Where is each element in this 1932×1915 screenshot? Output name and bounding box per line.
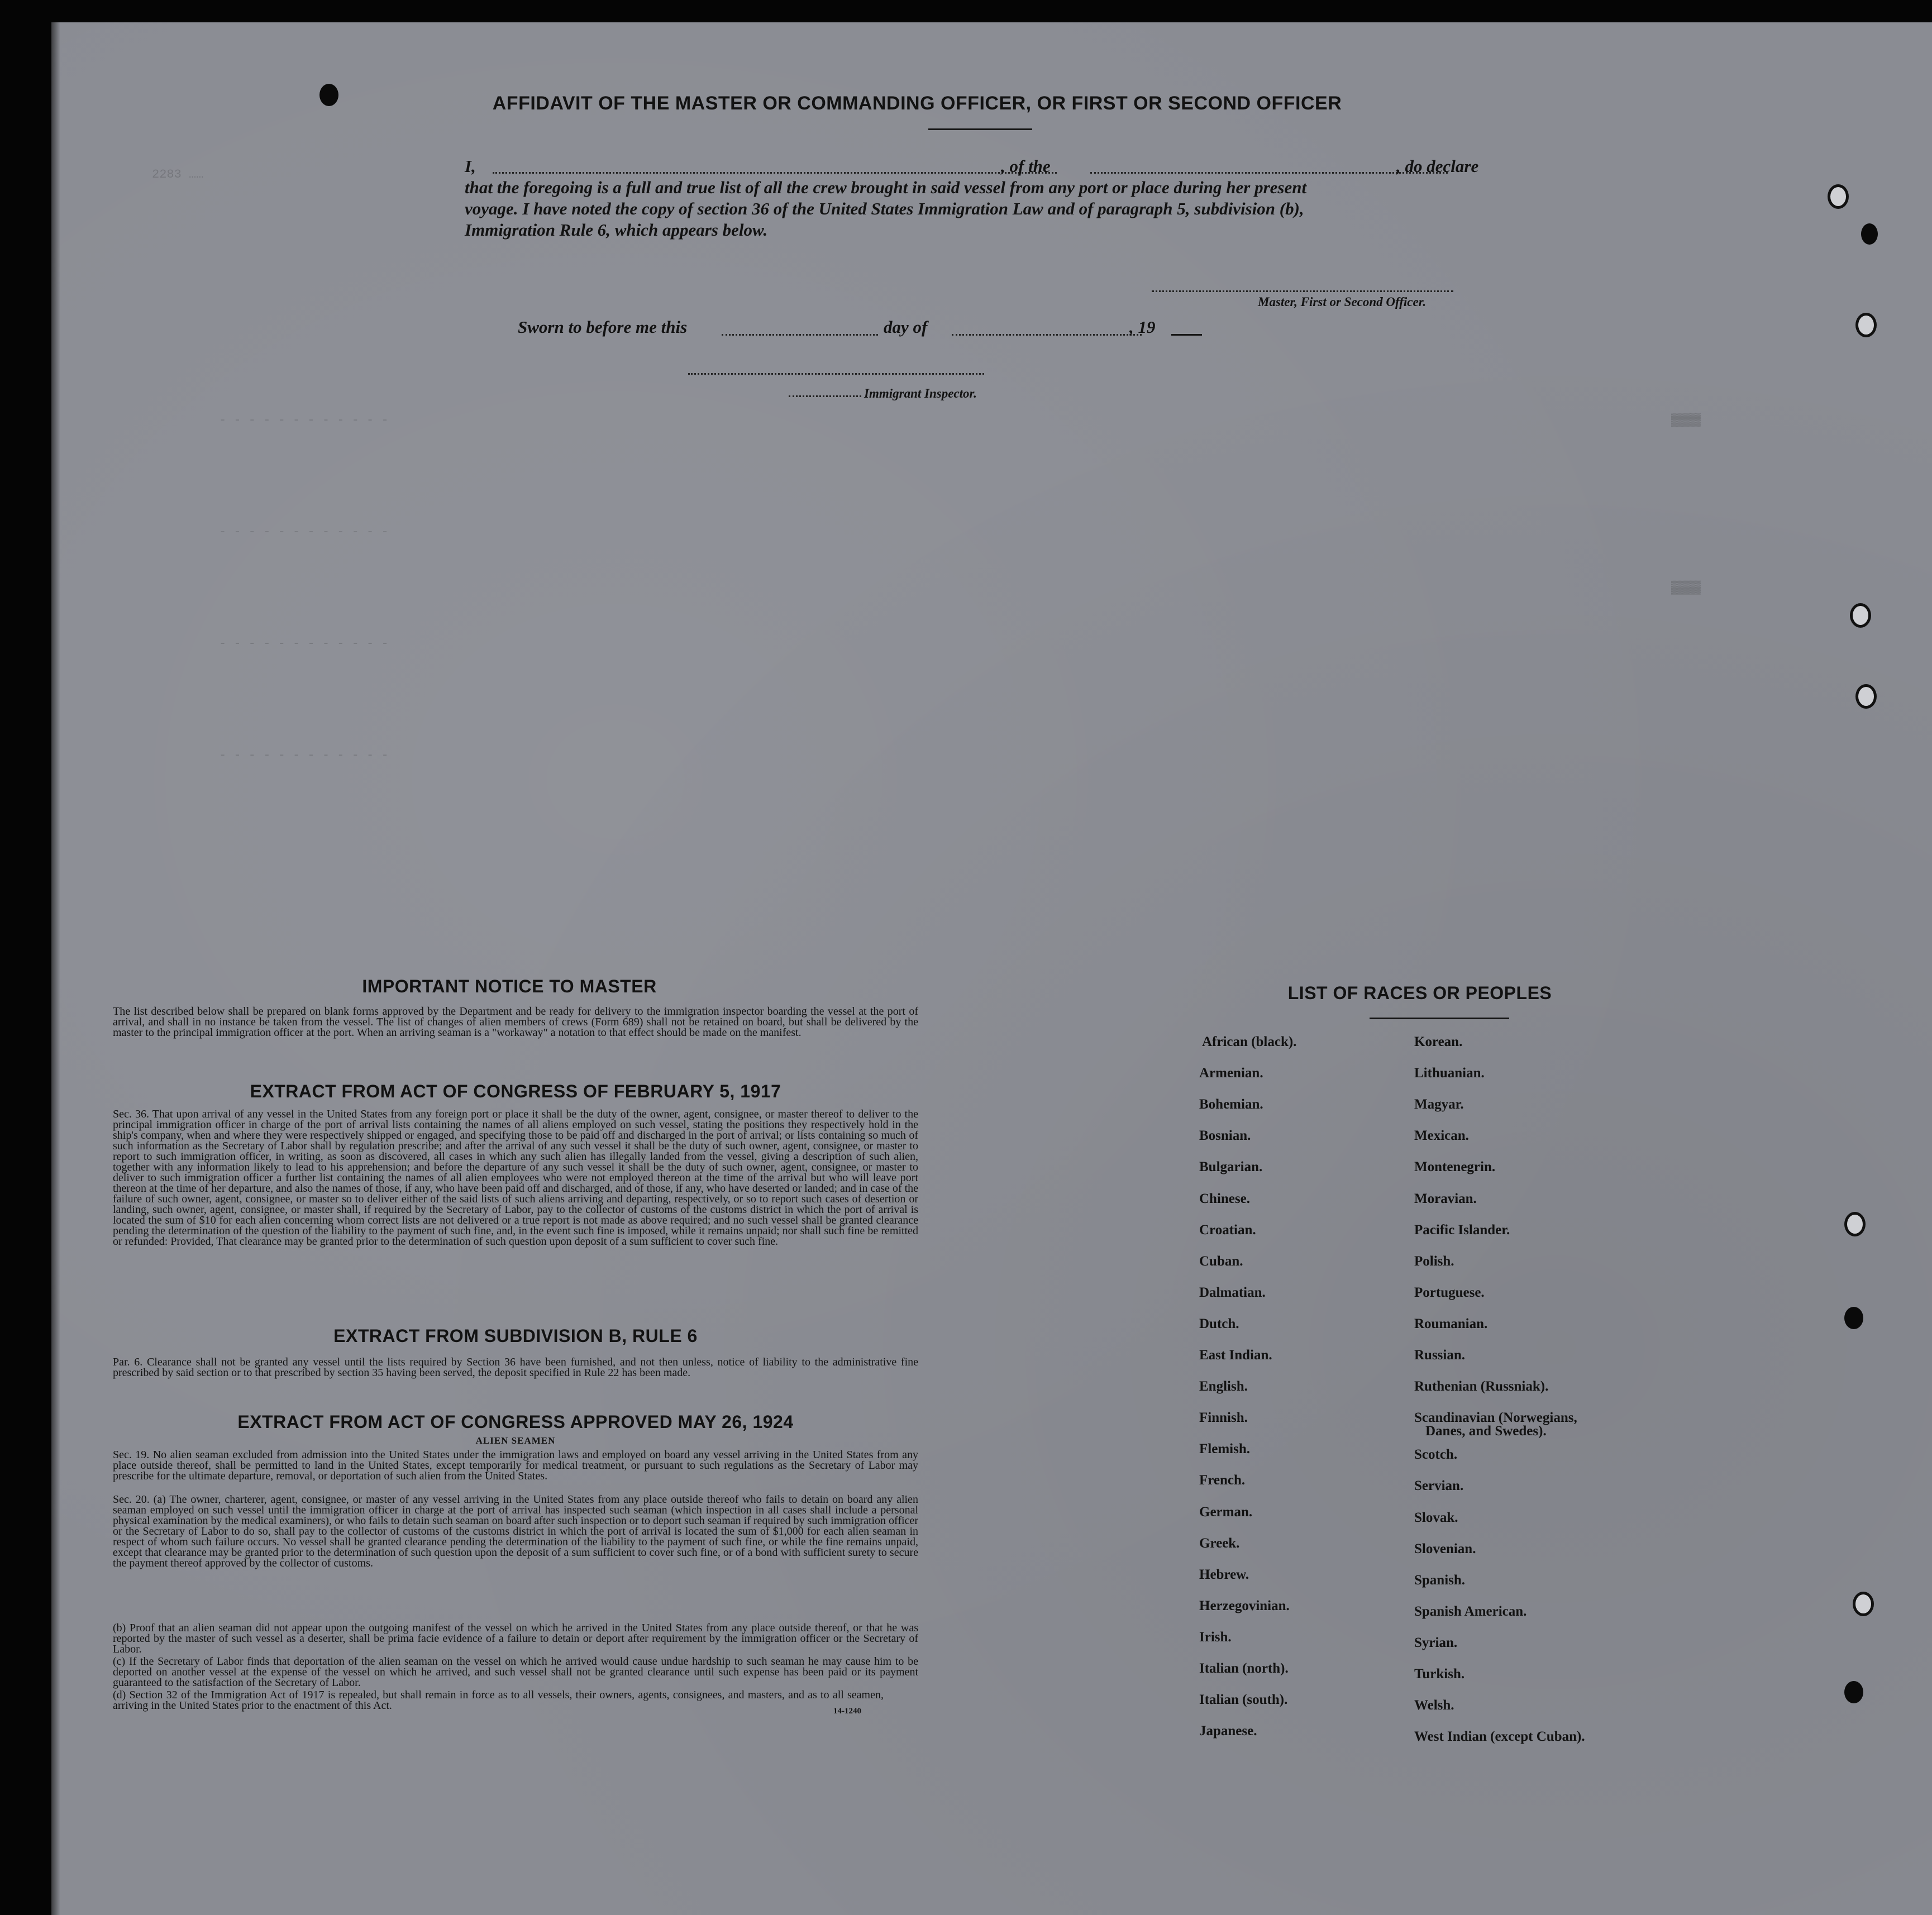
extract-1924-sec20b: (b) Proof that an alien seaman did not appear upon the outgoing manifest of the vessel on which he arrived in the United States from any place outside thereof, or that he was reported by the master of such vessel as a deserter, shall be prima facie evidence of a failure to detain or deport after requirement by the immigration officer or the Secretary of Labor. (113, 1622, 918, 1655)
bleed-through-text: - - - - - - - - - - - - (219, 637, 389, 651)
race-item: Danes, and Swedes). (1425, 1424, 1547, 1439)
extract-1924-sec20c: (c) If the Secretary of Labor finds that deportation of the alien seaman on the vessel on which he arrived would cause undue hardship to such seaman he may cause him to be deported on another vessel at the expense of the vessel on which he arrived, and such vessel shall not be granted clearance until such expense has been paid or its payment guaranteed to the satisfaction of the Secretary of Labor. (113, 1655, 918, 1689)
bleed-through-text: ▓▓▓▓ (1671, 581, 1701, 595)
binder-hole (1853, 1592, 1874, 1616)
race-item: Cuban. (1199, 1254, 1243, 1269)
race-item: Armenian. (1199, 1066, 1263, 1081)
races-title: LIST OF RACES OR PEOPLES (1287, 983, 1552, 1003)
bleed-through-text: - - - - - - - - - - - - (219, 413, 389, 427)
race-item: Flemish. (1199, 1441, 1250, 1456)
race-item: Russian. (1414, 1348, 1466, 1363)
binder-hole (1844, 1212, 1866, 1236)
race-item: English. (1199, 1379, 1248, 1394)
name-blank[interactable] (493, 172, 1057, 174)
race-item: Moravian. (1414, 1191, 1477, 1206)
race-item: Irish. (1199, 1630, 1232, 1645)
inspector-signature-line[interactable] (688, 373, 984, 375)
affidavit-line-4: Immigration Rule 6, which appears below. (465, 220, 768, 240)
race-item: Spanish American. (1414, 1604, 1527, 1619)
binder-hole (1844, 1307, 1863, 1329)
race-item: Slovenian. (1414, 1541, 1476, 1556)
extract-1924-sec20d: (d) Section 32 of the Immigration Act of 1917 is repealed, but shall remain in force as to all vessels, their owners, agents, consignees, and masters, and as to all seamen, arriving in the United States prior to the enactment of this Act. (113, 1689, 884, 1712)
race-item: East Indian. (1199, 1348, 1272, 1363)
affidavit-title: AFFIDAVIT OF THE MASTER OR COMMANDING OFFICER, OR FIRST OR SECOND OFFICER (492, 93, 1342, 114)
sworn-year-blank[interactable] (1171, 334, 1202, 336)
notice-text: The list described below shall be prepared on blank forms approved by the Department and be ready for delivery to the immigration inspector boarding the vessel at the port of arrival, and shall in no instance be taken from the vessel. The list of changes of alien members of crews (Form 689) shall not be retained on board, but shall be delivered by the master to the principal immigration officer at the port. When an arriving seaman is a "workaway" a notation to that effect should be made on the manifest. (113, 1005, 918, 1039)
race-item: Korean. (1414, 1034, 1463, 1049)
extract-1924-subtitle: ALIEN SEAMEN (475, 1435, 556, 1446)
sworn-day-of: day of (884, 317, 928, 337)
race-item: Slovak. (1414, 1510, 1458, 1525)
extract-1917-title: EXTRACT FROM ACT OF CONGRESS OF FEBRUARY 5, 1917 (250, 1081, 781, 1101)
sworn-day-blank[interactable] (722, 334, 878, 336)
page-edge-shadow (51, 22, 60, 1915)
notice-title: IMPORTANT NOTICE TO MASTER (362, 976, 657, 996)
race-item: Montenegrin. (1414, 1159, 1496, 1174)
race-item: Hebrew. (1199, 1567, 1249, 1582)
race-item: Spanish. (1414, 1573, 1466, 1588)
manifest-sheet (51, 22, 1932, 1915)
extract-1924-title: EXTRACT FROM ACT OF CONGRESS APPROVED MAY 26, 1924 (237, 1412, 794, 1432)
form-number: 14-1240 (833, 1707, 861, 1716)
vessel-blank[interactable] (1090, 172, 1448, 174)
race-item: Croatian. (1199, 1222, 1256, 1238)
extract-rule6-text: Par. 6. Clearance shall not be granted any vessel until the lists required by Section 36 have been furnished, and not then unless, notice of liability to the administrative fine prescribed by said section or to that prescribed by section 35 having been served, the deposit specified in Rule 22 has been made. (113, 1356, 918, 1379)
race-item: Japanese. (1199, 1723, 1257, 1739)
officer-signature-label: Master, First or Second Officer. (1258, 295, 1427, 309)
extract-1917-text: Sec. 36. That upon arrival of any vessel in the United States from any foreign port or place it shall be the duty of the owner, agent, consignee, or master thereof to deliver to the principal immigration officer in charge of the port of arrival lists containing the names of all aliens employed on such vessel, stating the positions they respectively hold in the ship's company, when and where they were respectively shipped or engaged, and specifying those to be paid off and discharged in the port of arrival; or lists containing so much of such information as the Secretary of Labor shall by regulation prescribe; and after the arrival of any such vessel it shall be the duty of such owner, agent, consignee, or master to report to such immigration officer, in writing, as soon as discovered, all cases in which any such alien has illegally landed from the vessel, giving a description of such alien, together with any information likely to lead to his apprehension; and before the departure of any such vessel it shall be the duty of such owner, agent, consignee, or master to deliver to such immigration officer a further list containing the names of all alien employees who were not employed thereon at the time of the arrival but who will leave port thereon at the time of her departure, and also the names of those, if any, who have been paid off and discharged, and of those, if any, who have deserted or landed; and in case of the failure of such owner, agent, consignee, or master so to deliver either of the said lists of such aliens arriving and departing, respectively, or so to report such cases of desertion or landing, such owner, agent, consignee, or master shall, if required by the Secretary of Labor, pay to the collector of customs of the customs district in which the port of arrival is located the sum of $10 for each alien concerning whom correct lists are not delivered or a true report is not made as above required; and no such vessel shall be granted clearance pending the determination of the question of the liability to the payment of such fine, and, in the event such fine is imposed, while it remains unpaid; nor shall such fine be remitted or refunded: Provided, That clearance may be granted prior to the determination of such question upon deposit of a sum sufficient to cover such fine. (113, 1108, 918, 1248)
race-item: Greek. (1199, 1536, 1240, 1551)
race-item: Lithuanian. (1414, 1066, 1485, 1081)
race-item: Portuguese. (1414, 1285, 1485, 1300)
bleed-through-text: - - - - - - - - - - - - (219, 748, 389, 762)
extract-1924-sec19: Sec. 19. No alien seaman excluded from admission into the United States under the immigration laws and employed on board any vessel arriving in the United States from any place outside thereof, shall be permitted to land in the United States, except temporarily for medical treatment, or pursuant to such regulations as the Secretary of Labor may prescribe for the ultimate departure, removal, or deportation of such alien from the United States. (113, 1449, 918, 1482)
inspector-label: Immigrant Inspector. (864, 386, 977, 400)
race-item: Ruthenian (Russniak). (1414, 1379, 1549, 1394)
race-item: Welsh. (1414, 1698, 1454, 1713)
race-item: West Indian (except Cuban). (1414, 1729, 1585, 1744)
race-item: Mexican. (1414, 1128, 1469, 1143)
binder-hole (1844, 1681, 1863, 1703)
extract-rule6-title: EXTRACT FROM SUBDIVISION B, RULE 6 (333, 1326, 698, 1346)
sworn-month-blank[interactable] (952, 334, 1142, 336)
race-item: Dalmatian. (1199, 1285, 1266, 1300)
race-item: Bohemian. (1199, 1097, 1263, 1112)
affidavit-of-the: , of the (1001, 156, 1051, 176)
binder-hole (1855, 313, 1877, 337)
binder-hole (1861, 223, 1878, 245)
race-item: Servian. (1414, 1478, 1464, 1493)
race-item: Pacific Islander. (1414, 1222, 1510, 1238)
race-item: Polish. (1414, 1254, 1454, 1269)
sworn-prefix: Sworn to before me this (518, 317, 688, 337)
race-item: Turkish. (1414, 1666, 1465, 1682)
race-item: German. (1199, 1505, 1253, 1520)
race-item: Bulgarian. (1199, 1159, 1263, 1174)
affidavit-i: I, (465, 156, 476, 176)
race-item: Scandinavian (Norwegians, (1414, 1410, 1577, 1425)
race-item: Roumanian. (1414, 1316, 1488, 1331)
binder-hole (1855, 684, 1877, 709)
bleed-through-text: 2283 …… (152, 168, 204, 182)
sworn-year: , 19 (1129, 317, 1156, 337)
affidavit-line-3: voyage. I have noted the copy of section 36 of the United States Immigration Law and of paragraph 5, subdivision (b), (465, 199, 1304, 218)
affidavit-do-declare: , do declare (1396, 156, 1479, 176)
binder-hole (1850, 603, 1871, 628)
race-item: Dutch. (1199, 1316, 1239, 1331)
extract-1924-sec20a: Sec. 20. (a) The owner, charterer, agent, consignee, or master of any vessel arriving in the United States from any place outside thereof who fails to detain on board any alien seaman employed on such vessel until the immigration officer in charge at the port of arrival has inspected such seaman (which inspection in all cases shall include a personal physical examination by the medical examiners), or who fails to detain such seaman on board after such inspection or to deport such seaman if required by such immigration officer or the Secretary of Labor to do so, shall pay to the collector of customs of the customs district in which the port of arrival is located the sum of $1,000 for each alien seaman in respect of whom such failure occurs. No vessel shall be granted clearance pending the determination of the liability to the payment of such fine, or while the fine remains unpaid, except that clearance may be granted prior to the determination of such question upon the deposit of a sum sufficient to cover such fine, or of a bond with sufficient surety to secure the payment thereof approved by the collector of customs. (113, 1493, 918, 1569)
race-item: Bosnian. (1199, 1128, 1251, 1143)
race-item: Syrian. (1414, 1635, 1458, 1650)
punch-hole (319, 84, 338, 106)
race-item: Italian (south). (1199, 1692, 1288, 1707)
officer-signature-line[interactable] (1152, 290, 1453, 292)
title-divider (928, 128, 1032, 130)
affidavit-line-2: that the foregoing is a full and true list of all the crew brought in said vessel from any port or place during her present (465, 178, 1307, 197)
races-divider (1370, 1018, 1509, 1019)
race-item: Magyar. (1414, 1097, 1464, 1112)
race-item: African (black). (1202, 1034, 1297, 1049)
bleed-through-text: ▓▓▓▓ (1671, 413, 1701, 427)
race-item: Italian (north). (1199, 1661, 1289, 1676)
race-item: Finnish. (1199, 1410, 1248, 1425)
inspector-lead-dots (789, 395, 861, 397)
race-item: Herzegovinian. (1199, 1598, 1290, 1613)
binder-hole (1828, 184, 1849, 209)
bleed-through-text: - - - - - - - - - - - - (219, 525, 389, 539)
race-item: French. (1199, 1473, 1246, 1488)
race-item: Scotch. (1414, 1447, 1458, 1462)
race-item: Chinese. (1199, 1191, 1250, 1206)
